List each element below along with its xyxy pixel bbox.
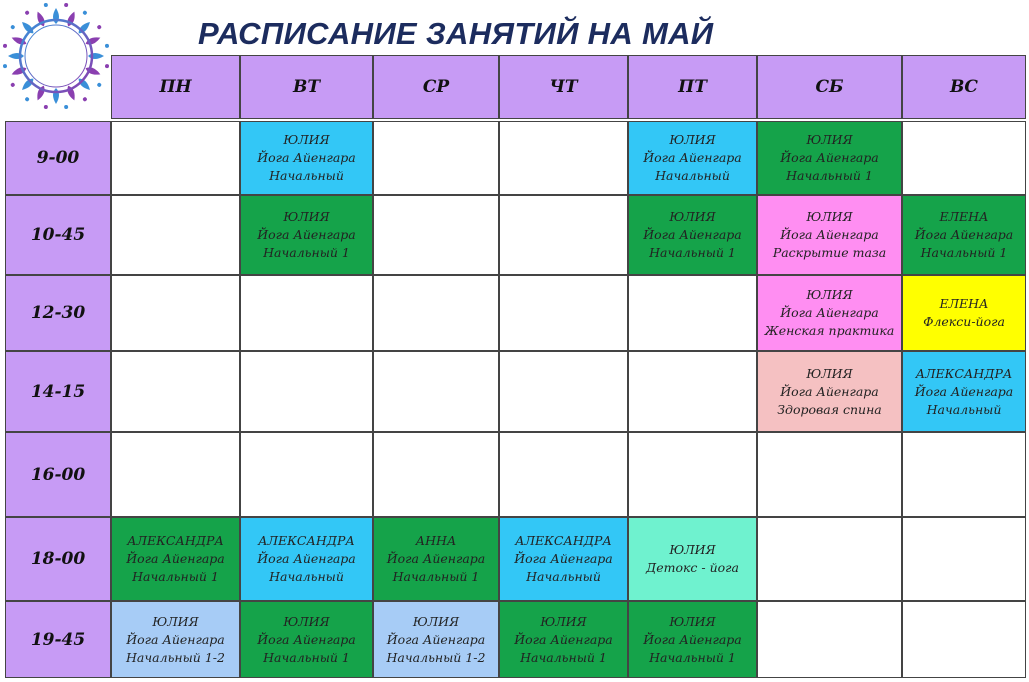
class-style: Йога Айенгара xyxy=(126,631,225,647)
class-level: Женская практика xyxy=(764,323,895,338)
time-slot xyxy=(5,121,111,195)
class-cell xyxy=(628,121,757,195)
empty-cell xyxy=(373,275,499,351)
instructor-name: ЮЛИЯ xyxy=(283,209,330,224)
time-label: 10-45 xyxy=(30,225,86,245)
day-label: ВС xyxy=(950,77,978,97)
page-title: РАСПИСАНИЕ ЗАНЯТИЙ НА МАЙ xyxy=(198,16,714,51)
empty-cell xyxy=(499,351,628,432)
class-style: Йога Айенгара xyxy=(126,551,225,566)
class-cell xyxy=(111,601,240,678)
class-style: Йога Айенгара xyxy=(780,305,879,320)
class-style: Йога Айенгара xyxy=(914,383,1014,399)
empty-cell xyxy=(240,351,373,432)
class-style: Йога Айенгара xyxy=(643,150,742,165)
class-level: Начальный 1 xyxy=(520,649,607,665)
class-style: Йога Айенгара xyxy=(780,227,879,242)
instructor-name: ЮЛИЯ xyxy=(806,287,853,302)
empty-cell xyxy=(373,195,499,275)
class-cell xyxy=(499,601,628,678)
instructor-name: ЮЛИЯ xyxy=(669,613,716,629)
day-label: ВТ xyxy=(292,77,321,97)
instructor-name: ЮЛИЯ xyxy=(806,132,853,147)
mandala-logo xyxy=(0,0,112,112)
class-cell xyxy=(499,517,628,601)
class-style: Детокс - йога xyxy=(646,560,739,575)
logo-dot xyxy=(24,96,30,102)
class-cell xyxy=(902,351,1026,432)
instructor-name: АЛЕКСАНДРА xyxy=(127,533,224,548)
logo-petal xyxy=(8,53,24,59)
empty-cell xyxy=(240,432,373,517)
class-cell xyxy=(240,121,373,195)
empty-cell xyxy=(111,432,240,517)
time-label: 14-15 xyxy=(30,381,86,402)
class-level: Начальный xyxy=(926,401,1002,417)
empty-cell xyxy=(628,432,757,517)
empty-cell xyxy=(757,432,902,517)
class-cell xyxy=(902,275,1026,351)
class-cell xyxy=(628,517,757,601)
time-slot xyxy=(5,195,111,275)
class-level: Раскрытие таза xyxy=(772,245,887,260)
empty-cell xyxy=(499,195,628,275)
logo-dot xyxy=(10,82,16,88)
empty-cell xyxy=(499,275,628,351)
empty-cell xyxy=(373,351,499,432)
class-style: Йога Айенгара xyxy=(386,551,486,566)
day-header xyxy=(499,55,628,119)
day-label: СР xyxy=(422,77,450,97)
logo-dot xyxy=(82,96,88,102)
empty-cell xyxy=(902,601,1026,678)
instructor-name: ЮЛИЯ xyxy=(669,132,716,147)
class-level: Начальный 1-2 xyxy=(386,649,486,665)
day-label: ПТ xyxy=(678,77,707,97)
empty-cell xyxy=(373,432,499,517)
class-level: Начальный xyxy=(655,168,730,183)
class-cell xyxy=(757,275,902,351)
empty-cell xyxy=(111,195,240,275)
class-level: Начальный 1 xyxy=(392,569,480,584)
class-cell xyxy=(240,517,373,601)
empty-cell xyxy=(499,432,628,517)
class-cell xyxy=(757,121,902,195)
day-header xyxy=(628,55,757,119)
day-header xyxy=(373,55,499,119)
class-cell xyxy=(373,601,499,678)
class-style: Йога Айенгара xyxy=(257,227,356,242)
instructor-name: ЕЛЕНА xyxy=(939,209,989,224)
day-header xyxy=(240,55,373,119)
class-style: Йога Айенгара xyxy=(914,227,1014,242)
instructor-name: ЮЛИЯ xyxy=(152,613,199,629)
logo-dot xyxy=(105,44,110,49)
logo-dot xyxy=(96,24,102,30)
empty-cell xyxy=(111,121,240,195)
time-slot xyxy=(5,601,111,678)
class-level: Здоровая спина xyxy=(777,401,882,417)
logo-dot xyxy=(105,64,110,69)
instructor-name: ЮЛИЯ xyxy=(540,613,587,629)
class-style: Йога Айенгара xyxy=(643,631,742,647)
time-label: 19-45 xyxy=(30,629,86,650)
instructor-name: ЮЛИЯ xyxy=(283,132,330,147)
logo-dot xyxy=(10,24,16,30)
time-label: 18-00 xyxy=(30,549,86,569)
day-header xyxy=(111,55,240,119)
empty-cell xyxy=(902,517,1026,601)
class-cell xyxy=(628,195,757,275)
instructor-name: ЮЛИЯ xyxy=(669,542,716,557)
logo-dot xyxy=(64,105,69,110)
logo-petal xyxy=(53,88,59,104)
instructor-name: ЕЛЕНА xyxy=(939,296,989,311)
class-style: Йога Айенгара xyxy=(514,631,613,647)
empty-cell xyxy=(902,432,1026,517)
empty-cell xyxy=(111,275,240,351)
class-style: Йога Айенгара xyxy=(257,551,356,566)
empty-cell xyxy=(902,121,1026,195)
time-label: 9-00 xyxy=(36,148,80,168)
empty-cell xyxy=(111,351,240,432)
class-cell xyxy=(373,517,499,601)
class-style: Йога Айенгара xyxy=(257,631,356,647)
logo-dot xyxy=(44,3,49,8)
class-cell xyxy=(111,517,240,601)
instructor-name: АЛЕКСАНДРА xyxy=(258,533,355,548)
instructor-name: ЮЛИЯ xyxy=(806,209,853,224)
class-level: Начальный xyxy=(526,569,601,584)
class-level: Начальный xyxy=(269,168,344,183)
class-cell xyxy=(628,601,757,678)
class-style: Йога Айенгара xyxy=(780,150,879,165)
class-cell xyxy=(757,351,902,432)
empty-cell xyxy=(757,601,902,678)
empty-cell xyxy=(373,121,499,195)
instructor-name: АЛЕКСАНДРА xyxy=(515,533,612,548)
time-label: 12-30 xyxy=(30,303,86,323)
logo-dot xyxy=(3,64,8,69)
class-style: Йога Айенгара xyxy=(257,150,356,165)
time-slot xyxy=(5,517,111,601)
class-style: Йога Айенгара xyxy=(514,551,613,566)
logo-dot xyxy=(44,105,49,110)
empty-cell xyxy=(499,121,628,195)
day-header xyxy=(902,55,1026,119)
logo-dot xyxy=(24,10,30,16)
class-level: Начальный 1 xyxy=(132,569,219,584)
class-level: Начальный 1 xyxy=(263,245,350,260)
day-label: ПН xyxy=(159,77,192,97)
empty-cell xyxy=(628,275,757,351)
time-label: 16-00 xyxy=(30,464,86,485)
instructor-name: ЮЛИЯ xyxy=(669,209,716,224)
empty-cell xyxy=(240,275,373,351)
class-level: Начальный 1 xyxy=(920,245,1008,260)
instructor-name: АННА xyxy=(415,533,457,548)
class-level: Начальный 1-2 xyxy=(126,649,225,665)
logo-dot xyxy=(96,82,102,88)
day-header xyxy=(757,55,902,119)
class-style: Йога Айенгара xyxy=(386,631,486,647)
class-level: Начальный 1 xyxy=(786,168,873,183)
empty-cell xyxy=(628,351,757,432)
class-level: Начальный 1 xyxy=(263,649,350,665)
instructor-name: ЮЛИЯ xyxy=(283,613,330,629)
empty-cell xyxy=(757,517,902,601)
logo-petal xyxy=(53,8,59,24)
logo-dot xyxy=(64,3,69,8)
time-slot xyxy=(5,275,111,351)
class-cell xyxy=(240,195,373,275)
time-slot xyxy=(5,432,111,517)
instructor-name: ЮЛИЯ xyxy=(412,613,460,629)
class-cell xyxy=(902,195,1026,275)
day-label: СБ xyxy=(815,77,844,97)
time-slot xyxy=(5,351,111,432)
logo-dot xyxy=(3,44,8,49)
instructor-name: ЮЛИЯ xyxy=(806,365,853,381)
class-style: Йога Айенгара xyxy=(643,227,742,242)
class-level: Начальный 1 xyxy=(649,245,736,260)
class-cell xyxy=(240,601,373,678)
logo-petal xyxy=(88,53,104,59)
class-cell xyxy=(757,195,902,275)
day-label: ЧТ xyxy=(549,77,578,97)
class-style: Флекси-йога xyxy=(923,314,1005,329)
instructor-name: АЛЕКСАНДРА xyxy=(915,365,1013,381)
logo-dot xyxy=(82,10,88,16)
class-level: Начальный 1 xyxy=(649,649,736,665)
class-style: Йога Айенгара xyxy=(780,383,879,399)
class-level: Начальный xyxy=(269,569,344,584)
